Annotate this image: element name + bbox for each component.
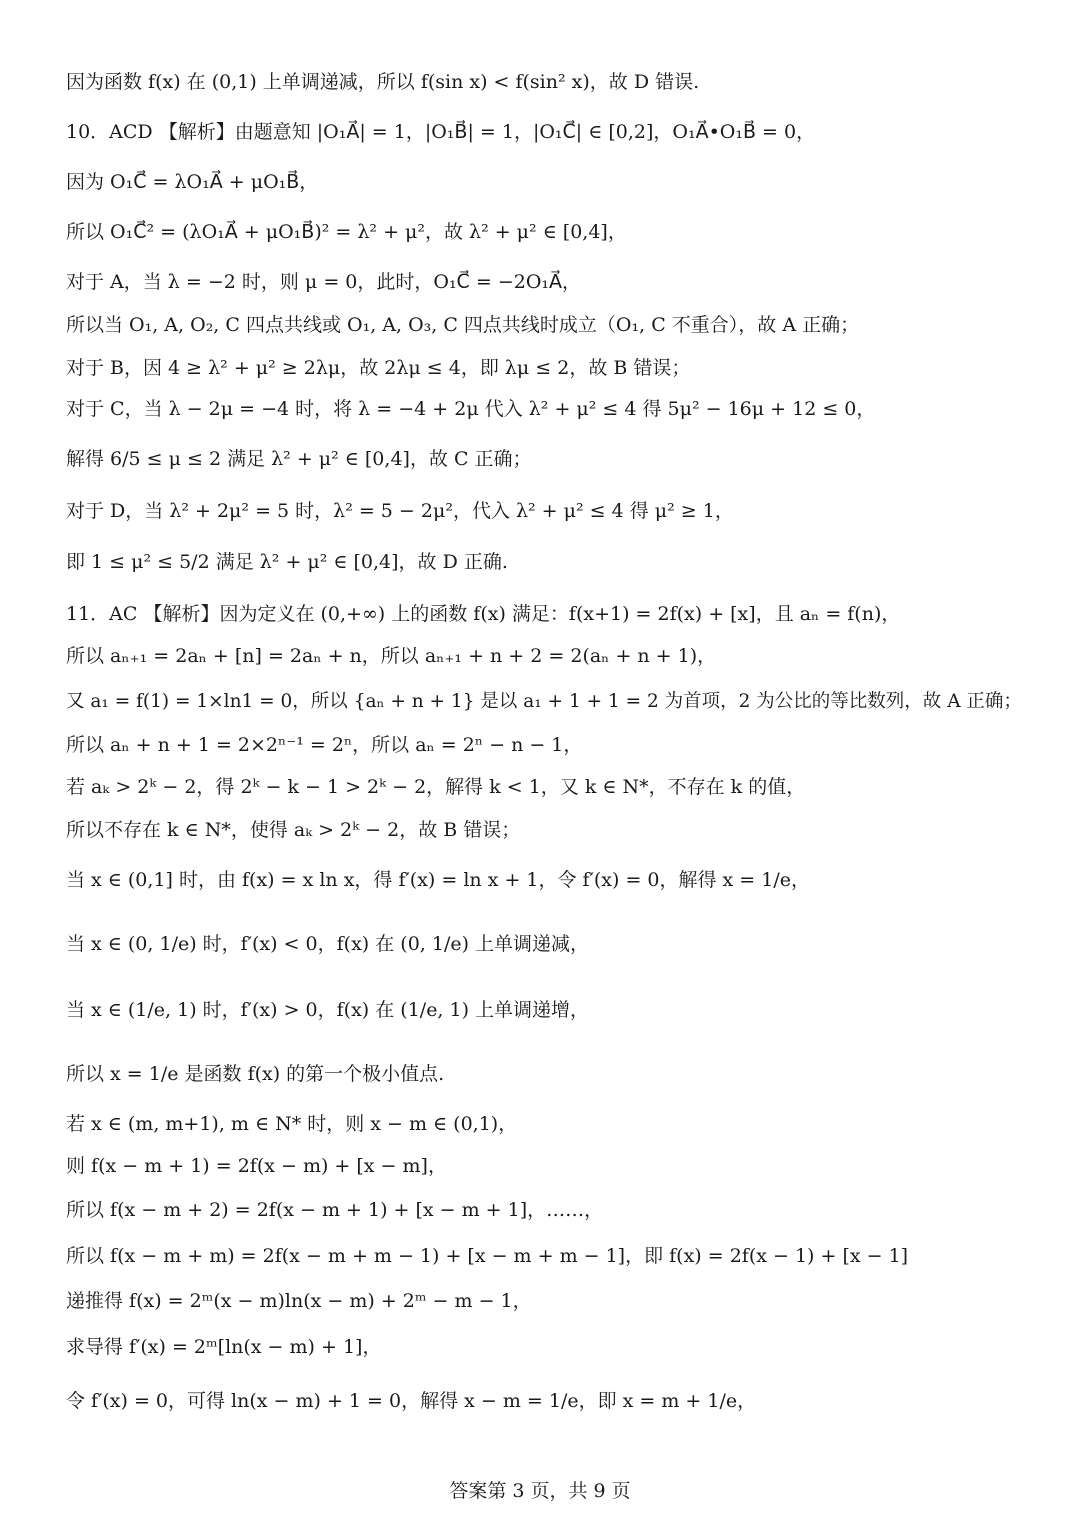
text-line: 因为 O₁C⃗ = λO₁A⃗ + μO₁B⃗，	[66, 171, 319, 193]
text-line: 所以 O₁C⃗² = (λO₁A⃗ + μO₁B⃗)² = λ² + μ²，故 λ² + μ² ∈ [0,4]，	[66, 221, 627, 243]
text-line: 若 aₖ > 2ᵏ − 2，得 2ᵏ − k − 1 > 2ᵏ − 2，解得 k < 1，又 k ∈ N*，不存在 k 的值，	[66, 776, 806, 798]
text-line: 对于 A，当 λ = −2 时，则 μ = 0，此时，O₁C⃗ = −2O₁A⃗，	[66, 271, 582, 293]
text-line: 递推得 f(x) = 2ᵐ(x − m)ln(x − m) + 2ᵐ − m − 1，	[66, 1290, 532, 1312]
text-line: 所以 aₙ + n + 1 = 2×2ⁿ⁻¹ = 2ⁿ，所以 aₙ = 2ⁿ − n − 1，	[66, 734, 583, 756]
text-line: 当 x ∈ (0,1] 时，由 f(x) = x ln x，得 f′(x) = ln x + 1，令 f′(x) = 0，解得 x = 1/e，	[66, 869, 810, 891]
text-line: 所以 aₙ₊₁ = 2aₙ + [n] = 2aₙ + n，所以 aₙ₊₁ + n + 2 = 2(aₙ + n + 1)，	[66, 645, 717, 667]
text-line: 求导得 f′(x) = 2ᵐ[ln(x − m) + 1]，	[66, 1336, 382, 1358]
text-line: 所以 f(x − m + m) = 2f(x − m + m − 1) + [x − m + m − 1]，即 f(x) = 2f(x − 1) + [x − 1]	[66, 1245, 909, 1267]
page-footer: 答案第 3 页，共 9 页	[449, 1480, 631, 1502]
text-line: 令 f′(x) = 0，可得 ln(x − m) + 1 = 0，解得 x − m = 1/e，即 x = m + 1/e，	[66, 1390, 757, 1412]
text-line: 所以 x = 1/e 是函数 f(x) 的第一个极小值点.	[66, 1063, 445, 1085]
text-line: 对于 B，因 4 ≥ λ² + μ² ≥ 2λμ，故 2λμ ≤ 4，即 λμ ≤ 2，故 B 错误；	[66, 357, 691, 379]
text-line: 10．ACD 【解析】由题意知 |O₁A⃗| = 1，|O₁B⃗| = 1，|O₁C⃗| ∈ [0,2]，O₁A⃗•O₁B⃗ = 0，	[66, 121, 816, 143]
text-line: 对于 D，当 λ² + 2μ² = 5 时，λ² = 5 − 2μ²，代入 λ² + μ² ≤ 4 得 μ² ≥ 1，	[66, 500, 734, 522]
text-line: 当 x ∈ (1/e, 1) 时，f′(x) > 0，f(x) 在 (1/e, 1) 上单调递增，	[66, 999, 590, 1021]
text-line: 若 x ∈ (m, m+1), m ∈ N* 时，则 x − m ∈ (0,1)，	[66, 1113, 518, 1135]
text-line: 因为函数 f(x) 在 (0,1) 上单调递减，所以 f(sin x) < f(sin² x)，故 D 错误.	[66, 71, 700, 93]
text-line: 所以不存在 k ∈ N*，使得 aₖ > 2ᵏ − 2，故 B 错误；	[66, 819, 521, 841]
text-line: 所以 f(x − m + 2) = 2f(x − m + 1) + [x − m + 1]，……，	[66, 1199, 604, 1221]
text-line: 当 x ∈ (0, 1/e) 时，f′(x) < 0，f(x) 在 (0, 1/e) 上单调递减，	[66, 933, 590, 955]
text-line: 又 a₁ = f(1) = 1×ln1 = 0，所以 {aₙ + n + 1} 是以 a₁ + 1 + 1 = 2 为首项，2 为公比的等比数列，故 A 正确；	[66, 691, 1022, 712]
text-line: 即 1 ≤ μ² ≤ 5/2 满足 λ² + μ² ∈ [0,4]，故 D 正确.	[66, 551, 508, 573]
text-line: 11．AC 【解析】因为定义在 (0,+∞) 上的函数 f(x) 满足：f(x+1) = 2f(x) + [x]，且 aₙ = f(n)，	[66, 603, 901, 625]
text-line: 所以当 O₁, A, O₂, C 四点共线或 O₁, A, O₃, C 四点共线时成立（O₁, C 不重合），故 A 正确；	[66, 314, 860, 336]
text-line: 对于 C，当 λ − 2μ = −4 时，将 λ = −4 + 2μ 代入 λ² + μ² ≤ 4 得 5μ² − 16μ + 12 ≤ 0，	[66, 398, 876, 420]
text-line: 解得 6/5 ≤ μ ≤ 2 满足 λ² + μ² ∈ [0,4]，故 C 正确；	[66, 448, 532, 470]
text-line: 则 f(x − m + 1) = 2f(x − m) + [x − m]，	[66, 1155, 447, 1177]
